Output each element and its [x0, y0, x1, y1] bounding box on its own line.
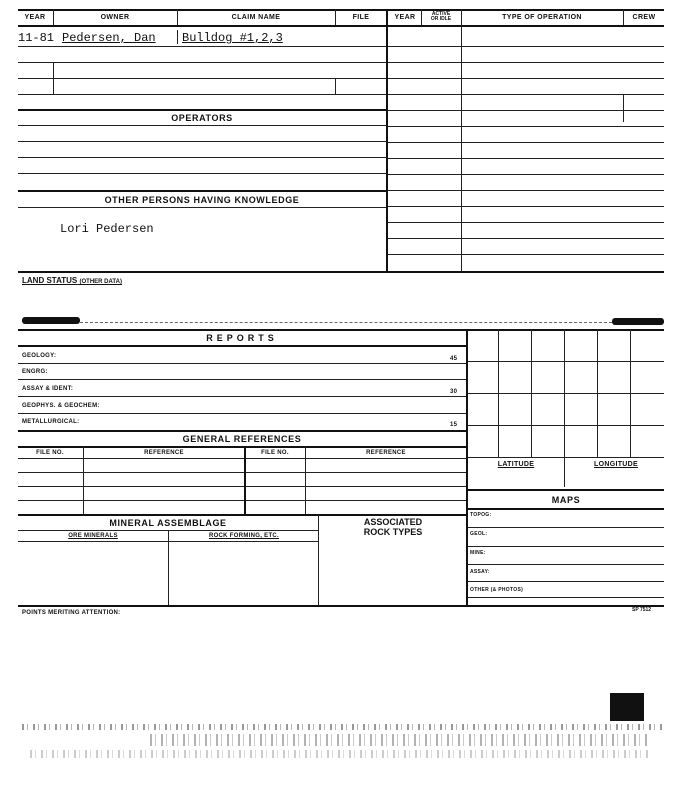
grid-line [468, 425, 664, 426]
other-person-name: Lori Pedersen [60, 222, 154, 236]
operators-top-border [18, 109, 386, 111]
divider [18, 345, 466, 347]
divider [468, 546, 664, 547]
header-crew: CREW [632, 14, 656, 21]
divider [80, 322, 612, 323]
claim-owner: Pedersen, Dan [62, 31, 156, 45]
header-year: YEAR [24, 14, 46, 21]
op-row-line [388, 174, 664, 175]
report-label-engrg: ENGRG: [22, 369, 48, 375]
column-border [466, 329, 468, 607]
grid-line [468, 457, 664, 458]
op-row-line [388, 158, 664, 159]
op-row-line [388, 190, 664, 191]
op-row-line [388, 222, 664, 223]
maps-mine: MINE: [470, 550, 486, 556]
claim-name: Bulldog #1,2,3 [182, 31, 283, 45]
report-num-geology: 45 [450, 356, 458, 362]
divider [318, 514, 319, 605]
op-row-line [388, 78, 664, 79]
report-label-geology: GEOLOGY: [22, 353, 57, 359]
scan-mark [612, 318, 664, 325]
grid-line [468, 361, 664, 362]
divider [468, 527, 664, 528]
mineral-assemblage-title: MINERAL ASSEMBLAGE [109, 518, 227, 528]
op-row-line [388, 46, 664, 47]
header-owner: OWNER [100, 14, 130, 21]
divider [468, 564, 664, 565]
divider [18, 379, 466, 380]
maps-other: OTHER (& PHOTOS) [470, 587, 524, 593]
divider [335, 9, 336, 25]
report-label-geophys: GEOPHYS. & GEOCHEM: [22, 403, 100, 409]
divider [177, 9, 178, 25]
form-bottom-border [18, 605, 664, 607]
other-persons-title: OTHER PERSONS HAVING KNOWLEDGE [104, 195, 300, 205]
maps-title: MAPS [551, 495, 581, 505]
ref-header-reference-2: REFERENCE [366, 450, 406, 456]
maps-geol: GEOL: [470, 531, 488, 537]
divider [18, 430, 466, 432]
operator-row-line [18, 125, 386, 126]
top-border [18, 9, 664, 11]
header-claim-name: CLAIM NAME [231, 14, 281, 21]
top-section-bottom-border [18, 271, 664, 273]
divider [18, 472, 466, 473]
divider [18, 396, 466, 397]
op-row-line [388, 142, 664, 143]
op-row-line [388, 238, 664, 239]
op-row-line [388, 126, 664, 127]
general-references-title: GENERAL REFERENCES [182, 434, 302, 444]
report-label-assay: ASSAY & IDENT: [22, 386, 74, 392]
divider [18, 446, 466, 448]
longitude-label: LONGITUDE [594, 461, 638, 468]
divider [468, 581, 664, 582]
maps-top-border [468, 489, 664, 491]
scan-mark [610, 693, 644, 721]
divider [53, 9, 54, 25]
divider [18, 413, 466, 414]
claim-row-line [18, 46, 386, 47]
other-persons-top-border [18, 190, 386, 192]
header-file: FILE [352, 14, 370, 21]
divider [421, 9, 422, 25]
divider [468, 508, 664, 510]
reports-title: REPORTS [206, 333, 278, 343]
divider [335, 78, 336, 94]
header-active-idle: ACTIVE OR IDLE [430, 11, 452, 22]
operator-row-line [18, 173, 386, 174]
header-bottom-border [18, 25, 664, 27]
ref-header-reference: REFERENCE [144, 450, 184, 456]
op-row-line [388, 62, 664, 63]
maps-assay: ASSAY: [470, 569, 490, 575]
land-status-title: LAND STATUS (OTHER DATA) [22, 276, 122, 285]
reports-top-border [18, 329, 664, 331]
operator-row-line [18, 157, 386, 158]
divider [18, 207, 386, 208]
scan-noise [30, 750, 650, 758]
divider [83, 446, 84, 514]
latitude-label: LATITUDE [497, 461, 535, 468]
ref-header-file-no: FILE NO. [36, 450, 64, 456]
op-row-line [388, 254, 664, 255]
report-num-assay: 30 [450, 389, 458, 395]
divider [53, 62, 54, 94]
header-op-year: YEAR [394, 14, 416, 21]
ref-header-file-no-2: FILE NO. [261, 450, 289, 456]
claim-year: 11-81 [18, 31, 55, 45]
divider [18, 486, 466, 487]
header-type-of-operation: TYPE OF OPERATION [502, 14, 582, 21]
report-num-metallurgical: 15 [450, 422, 458, 428]
scan-noise [22, 724, 664, 730]
report-label-metallurgical: METALLURGICAL: [22, 419, 80, 425]
op-row-line [388, 206, 664, 207]
divider [18, 458, 466, 459]
ore-minerals-header: ORE MINERALS [68, 533, 118, 539]
claim-row-line [18, 62, 386, 63]
rock-forming-header: ROCK FORMING, ETC. [208, 533, 280, 539]
scan-noise [150, 734, 650, 746]
claim-row-line [18, 78, 386, 79]
divider [244, 446, 246, 514]
maps-topog: TOPOG: [470, 512, 492, 518]
divider [168, 530, 169, 605]
scan-mark [22, 317, 80, 324]
divider [564, 457, 565, 487]
grid-line [468, 393, 664, 394]
associated-rock-types: ASSOCIATED ROCK TYPES [363, 517, 423, 537]
divider [461, 9, 462, 273]
column-border [386, 9, 388, 273]
divider [468, 597, 664, 598]
divider [177, 30, 178, 44]
divider [623, 94, 624, 122]
operators-title: OPERATORS [171, 113, 233, 123]
operator-row-line [18, 141, 386, 142]
divider [18, 500, 466, 501]
form-number: SP 7512 [632, 607, 652, 613]
divider [18, 363, 466, 364]
claim-row-line [18, 94, 386, 95]
divider [623, 9, 624, 25]
mineral-top-border [18, 514, 466, 516]
points-meriting-title: POINTS MERITING ATTENTION: [22, 610, 121, 616]
divider [305, 446, 306, 514]
